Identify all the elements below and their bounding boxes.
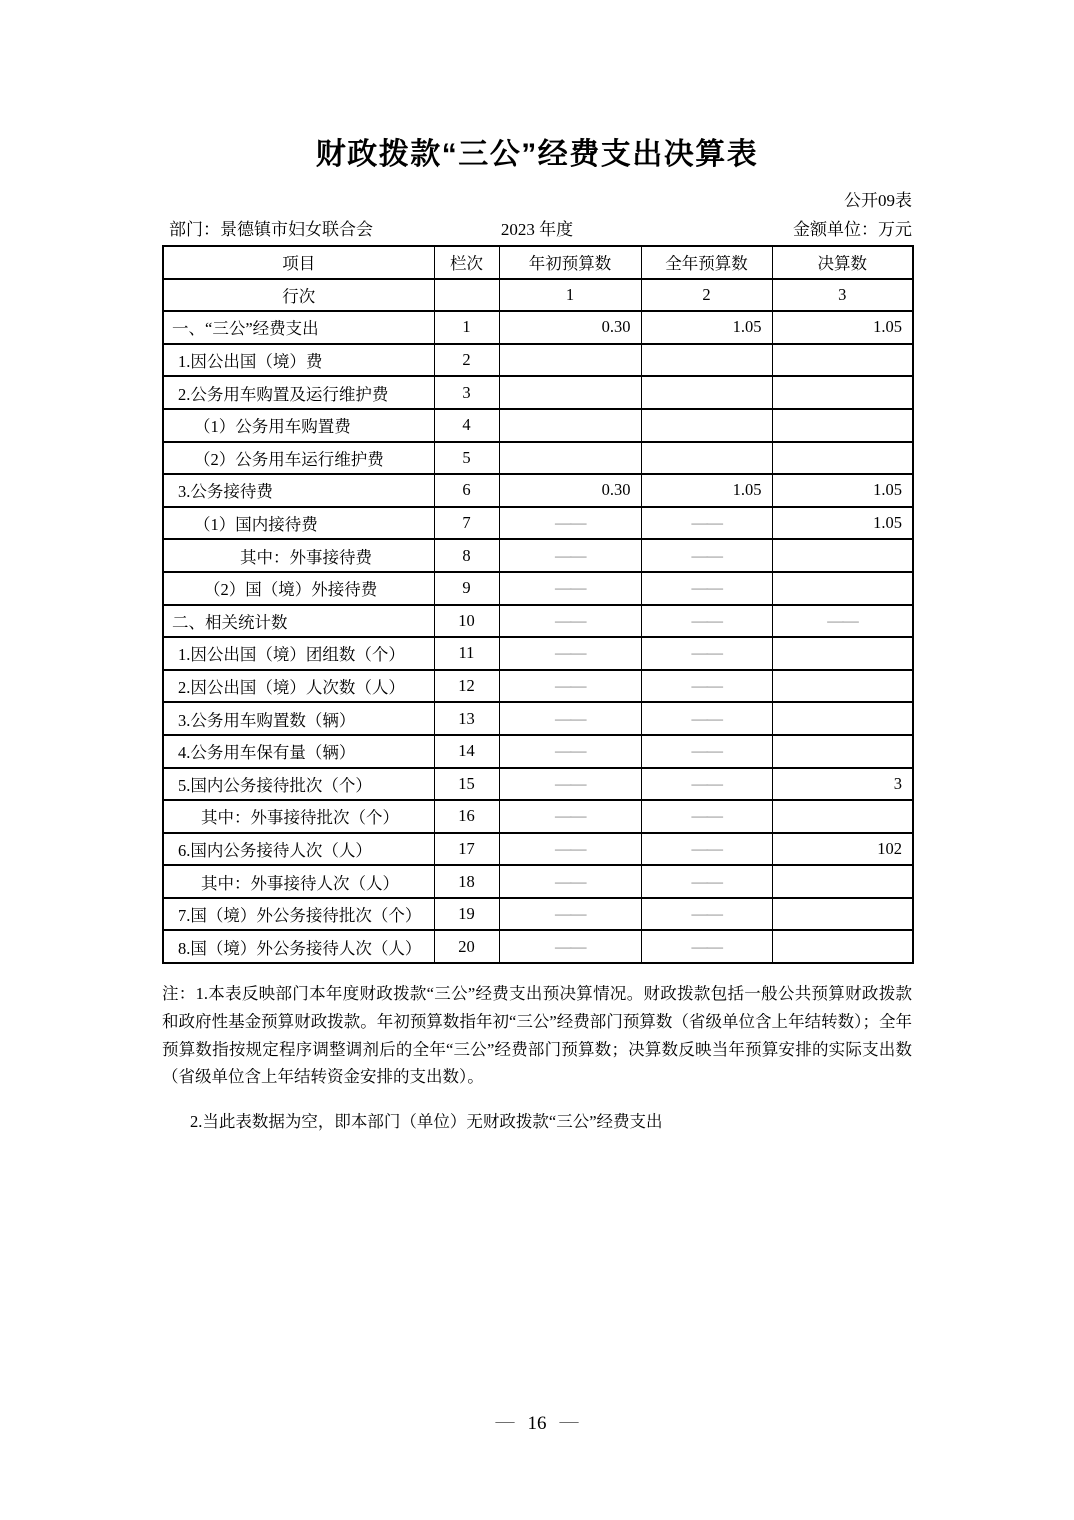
sangong-expense-table — [162, 245, 914, 964]
item-cell: 6.国内公务接待人次（人） — [163, 833, 434, 866]
annual-value-cell: —— — [641, 507, 772, 540]
final-value-cell: 1.05 — [772, 474, 913, 507]
line-number-cell: 19 — [434, 898, 499, 931]
final-value-cell: 102 — [772, 833, 913, 866]
document-page — [162, 0, 912, 1136]
initial-value-cell: —— — [499, 670, 641, 703]
final-value-cell — [772, 637, 913, 670]
line-number-cell: 18 — [434, 865, 499, 898]
table-row — [163, 507, 913, 540]
final-value-cell — [772, 409, 913, 442]
item-cell: 其中：外事接待费 — [163, 539, 434, 572]
row-index-row — [163, 279, 913, 312]
final-value-cell — [772, 735, 913, 768]
column-number: 3 — [772, 279, 913, 312]
table-meta-row — [162, 219, 912, 245]
notes-section — [162, 980, 912, 1136]
final-value-cell — [772, 442, 913, 475]
initial-value-cell: 0.30 — [499, 474, 641, 507]
final-value-cell — [772, 376, 913, 409]
final-value-cell — [772, 930, 913, 963]
initial-value-cell: —— — [499, 507, 641, 540]
column-header-column-no: 栏次 — [434, 246, 499, 279]
table-row — [163, 898, 913, 931]
table-row — [163, 735, 913, 768]
item-cell: 二、相关统计数 — [163, 605, 434, 638]
annual-value-cell: —— — [641, 670, 772, 703]
initial-value-cell — [499, 344, 641, 377]
note-1: 注：1.本表反映部门本年度财政拨款“三公”经费支出预决算情况。财政拨款包括一般公共预算财政拨款和政府性基金预算财政拨款。年初预算数指年初“三公”经费部门预算数（省级单位含上年结转数）；全年预算数指按规定程序调整调剂后的全年“三公”经费部门预算数；决算数反映当年预算安排的实际支出数（省级单位含上年结转资金安排的支出数）。 — [162, 984, 912, 1087]
amount-unit-label: 金额单位：万元 — [793, 220, 912, 239]
annual-value-cell: —— — [641, 572, 772, 605]
final-value-cell — [772, 539, 913, 572]
annual-value-cell: —— — [641, 833, 772, 866]
table-row — [163, 702, 913, 735]
table-row — [163, 376, 913, 409]
final-value-cell — [772, 800, 913, 833]
final-value-cell: 1.05 — [772, 311, 913, 344]
line-number-cell: 16 — [434, 800, 499, 833]
page-number-value: 16 — [527, 1413, 547, 1434]
line-number-cell: 12 — [434, 670, 499, 703]
initial-value-cell — [499, 376, 641, 409]
annual-value-cell — [641, 442, 772, 475]
table-row — [163, 833, 913, 866]
final-value-cell — [772, 670, 913, 703]
column-number: 1 — [499, 279, 641, 312]
initial-value-cell: —— — [499, 637, 641, 670]
table-row — [163, 344, 913, 377]
row-index-label: 行次 — [163, 279, 434, 312]
table-row — [163, 605, 913, 638]
table-row — [163, 311, 913, 344]
item-cell: 2.因公出国（境）人次数（人） — [163, 670, 434, 703]
line-number-cell: 7 — [434, 507, 499, 540]
initial-value-cell: —— — [499, 768, 641, 801]
item-cell: 5.国内公务接待批次（个） — [163, 768, 434, 801]
item-cell: 其中：外事接待人次（人） — [163, 865, 434, 898]
line-number-cell: 14 — [434, 735, 499, 768]
initial-value-cell: —— — [499, 572, 641, 605]
item-cell: 一、“三公”经费支出 — [163, 311, 434, 344]
table-header-row — [163, 246, 913, 279]
annual-value-cell: —— — [641, 930, 772, 963]
column-header-annual-budget: 全年预算数 — [641, 246, 772, 279]
item-cell: 8.国（境）外公务接待人次（人） — [163, 930, 434, 963]
line-number-cell: 17 — [434, 833, 499, 866]
footer-dash-right: — — [559, 1411, 579, 1432]
item-cell: （1）公务用车购置费 — [163, 409, 434, 442]
table-row — [163, 442, 913, 475]
initial-value-cell: —— — [499, 898, 641, 931]
empty-cell — [434, 279, 499, 312]
annual-value-cell: —— — [641, 768, 772, 801]
line-number-cell: 15 — [434, 768, 499, 801]
final-value-cell: 1.05 — [772, 507, 913, 540]
annual-value-cell — [641, 344, 772, 377]
table-row — [163, 670, 913, 703]
annual-value-cell: —— — [641, 539, 772, 572]
line-number-cell: 10 — [434, 605, 499, 638]
column-header-item: 项目 — [163, 246, 434, 279]
initial-value-cell: —— — [499, 539, 641, 572]
annual-value-cell: —— — [641, 735, 772, 768]
table-row — [163, 930, 913, 963]
item-cell: 3.公务用车购置数（辆） — [163, 702, 434, 735]
footer-dash-left: — — [495, 1411, 515, 1432]
initial-value-cell: —— — [499, 605, 641, 638]
page-number — [0, 1410, 1074, 1438]
annual-value-cell — [641, 376, 772, 409]
line-number-cell: 13 — [434, 702, 499, 735]
note-2: 2.当此表数据为空，即本部门（单位）无财政拨款“三公”经费支出 — [190, 1112, 663, 1132]
table-row — [163, 539, 913, 572]
line-number-cell: 5 — [434, 442, 499, 475]
table-row — [163, 865, 913, 898]
column-header-final-accounts: 决算数 — [772, 246, 913, 279]
line-number-cell: 9 — [434, 572, 499, 605]
line-number-cell: 2 — [434, 344, 499, 377]
column-header-initial-budget: 年初预算数 — [499, 246, 641, 279]
line-number-cell: 8 — [434, 539, 499, 572]
table-row — [163, 768, 913, 801]
item-cell: 4.公务用车保有量（辆） — [163, 735, 434, 768]
final-value-cell — [772, 702, 913, 735]
annual-value-cell: —— — [641, 865, 772, 898]
table-row — [163, 474, 913, 507]
table-row — [163, 409, 913, 442]
item-cell: 1.因公出国（境）费 — [163, 344, 434, 377]
item-cell: 1.因公出国（境）团组数（个） — [163, 637, 434, 670]
table-row — [163, 800, 913, 833]
initial-value-cell — [499, 409, 641, 442]
final-value-cell: —— — [772, 605, 913, 638]
annual-value-cell: —— — [641, 702, 772, 735]
table-row — [163, 637, 913, 670]
column-number: 2 — [641, 279, 772, 312]
item-cell: （1）国内接待费 — [163, 507, 434, 540]
initial-value-cell: —— — [499, 930, 641, 963]
annual-value-cell: —— — [641, 637, 772, 670]
initial-value-cell: —— — [499, 735, 641, 768]
initial-value-cell: —— — [499, 702, 641, 735]
item-cell: （2）公务用车运行维护费 — [163, 442, 434, 475]
final-value-cell — [772, 898, 913, 931]
annual-value-cell: —— — [641, 800, 772, 833]
page-title: 财政拨款“三公”经费支出决算表 — [315, 138, 759, 171]
line-number-cell: 1 — [434, 311, 499, 344]
item-cell: 3.公务接待费 — [163, 474, 434, 507]
line-number-cell: 6 — [434, 474, 499, 507]
annual-value-cell — [641, 409, 772, 442]
annual-value-cell: 1.05 — [641, 474, 772, 507]
form-code-label: 公开09表 — [844, 191, 912, 210]
line-number-cell: 20 — [434, 930, 499, 963]
item-cell: （2）国（境）外接待费 — [163, 572, 434, 605]
annual-value-cell: 1.05 — [641, 311, 772, 344]
line-number-cell: 11 — [434, 637, 499, 670]
table-row — [163, 572, 913, 605]
final-value-cell — [772, 572, 913, 605]
initial-value-cell: —— — [499, 865, 641, 898]
initial-value-cell: 0.30 — [499, 311, 641, 344]
item-cell: 其中：外事接待批次（个） — [163, 800, 434, 833]
item-cell: 7.国（境）外公务接待批次（个） — [163, 898, 434, 931]
initial-value-cell: —— — [499, 833, 641, 866]
final-value-cell: 3 — [772, 768, 913, 801]
item-cell: 2.公务用车购置及运行维护费 — [163, 376, 434, 409]
initial-value-cell: —— — [499, 800, 641, 833]
fiscal-year-label: 2023 年度 — [500, 220, 574, 239]
line-number-cell: 3 — [434, 376, 499, 409]
final-value-cell — [772, 344, 913, 377]
annual-value-cell: —— — [641, 898, 772, 931]
line-number-cell: 4 — [434, 409, 499, 442]
annual-value-cell: —— — [641, 605, 772, 638]
initial-value-cell — [499, 442, 641, 475]
department-label: 部门：景德镇市妇女联合会 — [169, 220, 373, 239]
final-value-cell — [772, 865, 913, 898]
